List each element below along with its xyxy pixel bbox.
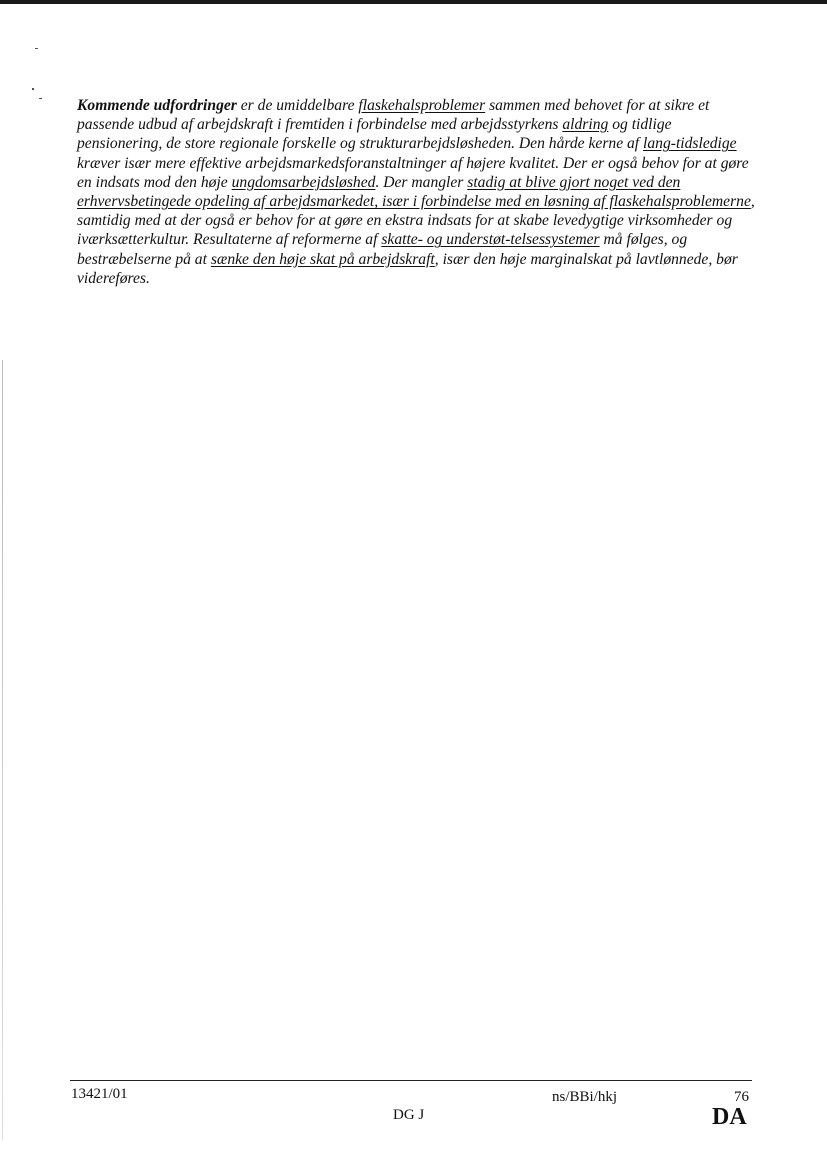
- directorate-label: DG J: [393, 1107, 425, 1123]
- underlined-term: ungdomsarbejdsløshed: [231, 173, 376, 191]
- paragraph-text: kræver især mere effektive arbejdsmarkedsforanstaltninger af højere kvalitet. Der er også behov for at gøre en indsats mod den høje: [77, 154, 749, 191]
- top-border-line: [0, 0, 827, 4]
- underlined-term: aldring: [562, 116, 609, 134]
- paragraph-lead: Kommende udfordringer: [77, 97, 237, 114]
- underlined-term: stadig at blive gjort noget ved den erhvervsbetingede opdeling af arbejdsmarkedet, især i forbindelse med en løsning af flaskehalsproblemerne: [77, 173, 751, 211]
- scan-mark: [39, 98, 42, 99]
- underlined-term: sænke den høje skat på arbejdskraft: [210, 250, 435, 268]
- underlined-term: lang-tidsledige: [643, 135, 737, 153]
- body-paragraph: [77, 96, 759, 288]
- paragraph-text: , samtidig med at der også er behov for at gøre en ekstra indsats for at skabe levedygtige virksomheder og iværksætterkultur. Resultaterne af reformerne af: [77, 193, 755, 249]
- paragraph-text: er de umiddelbare: [236, 97, 359, 114]
- document-number: 13421/01: [71, 1086, 128, 1102]
- paragraph-text: og tidlige pensionering, de store regionale forskelle og strukturarbejdsløsheden. Den hårde kerne af: [77, 116, 672, 153]
- language-code: DA: [712, 1104, 747, 1130]
- paragraph-text: , især den høje marginalskat på lavtlønnede, bør videreføres.: [77, 250, 738, 287]
- underlined-term: skatte- og understøt-telsessystemer: [381, 231, 600, 249]
- scan-mark: [32, 88, 34, 90]
- page-number: 76: [734, 1089, 749, 1105]
- footer-divider: [70, 1080, 752, 1081]
- scan-edge-line: [2, 360, 3, 1140]
- paragraph-text: . Der mangler: [375, 173, 468, 191]
- paragraph-text: må følges, og bestræbelserne på at: [77, 231, 688, 268]
- author-initials: ns/BBi/hkj: [552, 1089, 618, 1105]
- underlined-term: flaskehalsproblemer: [358, 97, 486, 114]
- paragraph-text: sammen med behovet for at sikre et passende udbud af arbejdskraft i fremtiden i forbindelse med arbejdsstyrkens: [77, 97, 710, 134]
- scan-mark: [35, 48, 38, 49]
